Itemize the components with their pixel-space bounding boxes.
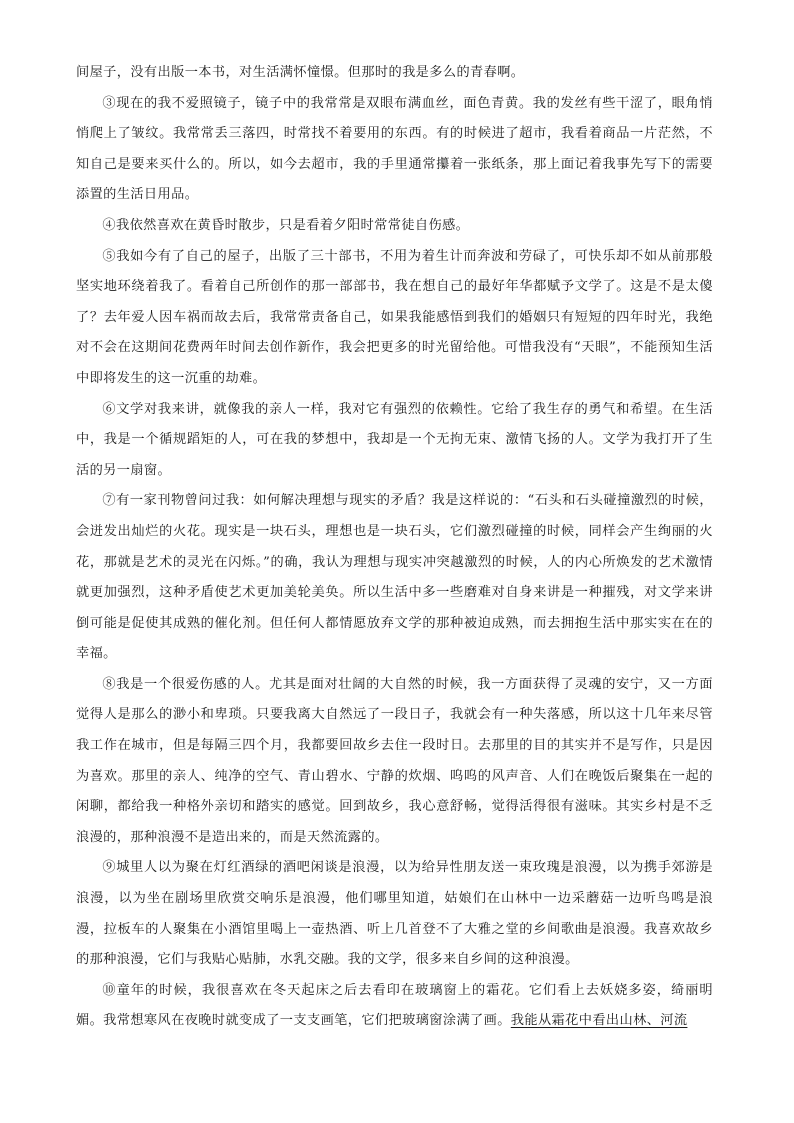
paragraph-text: ⑩童年的时候，我很喜欢在冬天起床之后去看印在玻璃窗上的霜花。它们看上去妖娆多姿，绮丽明媚。我常想寒风在夜晚时就变成了一支支画笔，它们把玻璃窗涂满了画。 [76,982,713,1029]
paragraph-3 [76,89,713,211]
paragraph-text: 间屋子，没有出版一本书，对生活满怀憧憬。但那时的我是多么的青春啊。 [76,65,525,80]
article-body [76,58,713,1037]
paragraph-4 [76,211,713,242]
paragraph-text: ⑨城里人以为聚在灯红酒绿的酒吧闲谈是浪漫，以为给异性朋友送一束玫瑰是浪漫，以为携手郊游是浪漫，以为坐在剧场里欣赏交响乐是浪漫，他们哪里知道，姑娘们在山林中一边采蘑菇一边听鸟鸣是浪漫，拉板车的人聚集在小酒馆里喝上一壶热酒、听上几首登不了大雅之堂的乡间歌曲是浪漫。我喜欢故乡的那种浪漫，它们与我贴心贴肺，水乳交融。我的文学，很多来自乡间的这种浪漫。 [76,860,713,968]
paragraph-10 [76,976,713,1037]
paragraph-text: ③现在的我不爱照镜子，镜子中的我常常是双眼布满血丝，面色青黄。我的发丝有些干涩了，眼角悄悄爬上了皱纹。我常常丢三落四，时常找不着要用的东西。有的时候进了超市，我看着商品一片茫然，不知自己是要来买什么的。所以，如今去超市，我的手里通常攥着一张纸条，那上面记着我事先写下的需要添置的生活日用品。 [76,95,713,203]
paragraph-text: ⑥文学对我来讲，就像我的亲人一样，我对它有强烈的依赖性。它给了我生存的勇气和希望。在生活中，我是一个循规蹈矩的人，可在我的梦想中，我却是一个无拘无束、激情飞扬的人。文学为我打开了生活的另一扇窗。 [76,401,713,478]
paragraph-text: ⑧我是一个很爱伤感的人。尤其是面对壮阔的大自然的时候，我一方面获得了灵魂的安宁，又一方面觉得人是那么的渺小和卑琐。只要我离大自然远了一段日子，我就会有一种失落感，所以这十几年来尽管我工作在城市，但是每隔三四个月，我都要回故乡去住一段时日。去那里的目的其实并不是写作，只是因为喜欢。那里的亲人、纯净的空气、青山碧水、宁静的炊烟、呜呜的风声音、人们在晚饭后聚集在一起的闲聊，都给我一种格外亲切和踏实的感觉。回到故乡，我心意舒畅，觉得活得很有滋味。其实乡村是不乏浪漫的，那种浪漫不是造出来的，而是天然流露的。 [76,676,713,845]
paragraph-text: ⑦有一家刊物曾问过我：如何解决理想与现实的矛盾？我是这样说的：“石头和石头碰撞激烈的时候，会迸发出灿烂的火花。现实是一块石头，理想也是一块石头，它们激烈碰撞的时候，同样会产生绚丽的火花，那就是艺术的灵光在闪烁。”的确，我认为理想与现实冲突越激烈的时候，人的内心所焕发的艺术激情就更加强烈，这种矛盾使艺术更加美轮美奂。所以生活中多一些磨难对自身来讲是一种摧残，对文学来讲倒可能是促使其成熟的催化剂。但任何人都情愿放弃文学的那种被迫成熟，而去拥抱生活中那实实在在的幸福。 [76,493,713,662]
paragraph-7 [76,486,713,670]
paragraph-8 [76,670,713,854]
paragraph-text: ⑤我如今有了自己的屋子，出版了三十部书，不用为着生计而奔波和劳碌了，可快乐却不如从前那般坚实地环绕着我了。看着自己所创作的那一部部书，我在想自己的最好年华都赋予文学了。这是不是太傻了？去年爱人因车祸而故去后，我常常责备自己，如果我能感悟到我们的婚姻只有短短的四年时光，我绝对不会在这期间花费两年时间去创作新作，我会把更多的时光留给他。可惜我没有“天眼”，不能预知生活中即将发生的这一沉重的劫难。 [76,248,713,386]
underlined-sentence: 我能从霜花中看出山林、河流 [510,1013,688,1029]
paragraph-5 [76,242,713,395]
paragraph-6 [76,395,713,487]
paragraph-text: ④我依然喜欢在黄昏时散步，只是看着夕阳时常常徒自伤感。 [102,217,470,233]
paragraph-9 [76,853,713,975]
paragraph-continuation [76,58,713,89]
